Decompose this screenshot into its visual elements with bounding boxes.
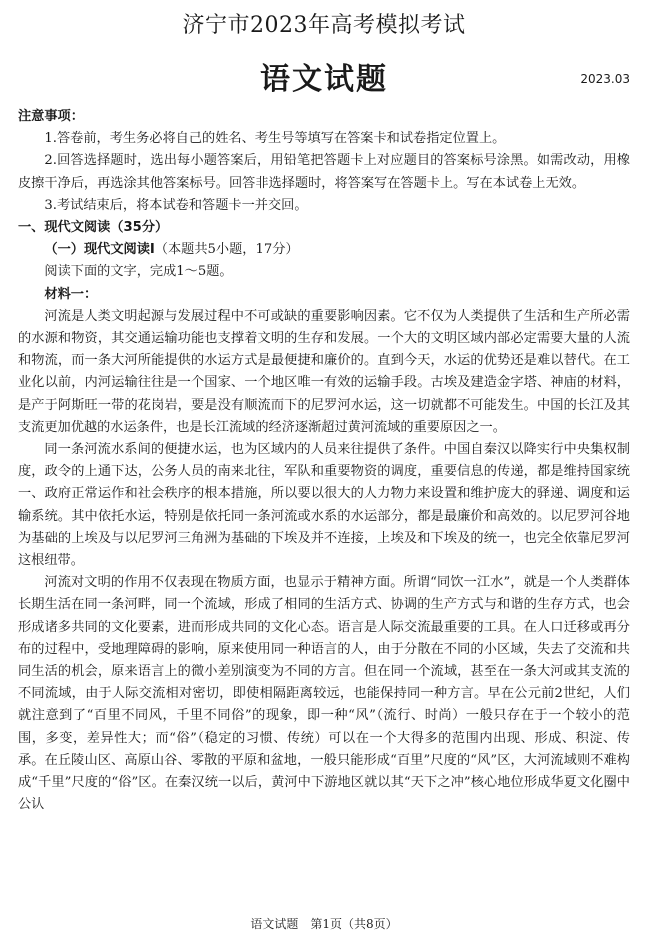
subsection-heading-bold: （一）现代文阅读Ⅰ [44, 242, 155, 258]
subject-title: 语文试题 [260, 62, 388, 97]
subsection-heading [18, 239, 630, 261]
notice-item-2: 2.回答选择题时，选出每小题答案后，用铅笔把答题卡上对应题目的答案标号涂黑。如需改动，用橡皮擦干净后，再选涂其他答案标号。回答非选择题时，将答案写在答题卡上。写在本试卷上无效。 [18, 153, 630, 191]
material-label: 材料一： [44, 286, 98, 302]
notice-item-3: 3.考试结束后，将本试卷和答题卡一并交回。 [44, 197, 308, 213]
exam-title: 济宁市2023年高考模拟考试 [182, 13, 466, 38]
exam-date: 2023.03 [580, 72, 630, 86]
subsection-heading-rest: （本题共5小题，17分） [154, 242, 299, 258]
exam-content [18, 106, 630, 817]
passage-paragraph-3: 河流对文明的作用不仅表现在物质方面，也显示于精神方面。所谓“同饮一江水”，就是一个人类群体长期生活在同一条河畔，同一个流域，形成了相同的生活方式、协调的生产方式与和谐的生存方式，也会形成诸多共同的文化要素，进而形成共同的文化心态。语言是人际交流最重要的工具。在人口迁移或再分布的过程中，受地理障碍的影响，原来使用同一种语言的人，由于分散在不同的小区域，失去了交流和共同生活的机会，原来语言上的微小差别演变为不同的方言。但在同一个流域，甚至在一条大河或其支流的不同流域，由于人际交流相对密切，即使相隔距离较远，也能保持同一种方言。早在公元前2世纪，人们就注意到了“百里不同风，千里不同俗”的现象，即一种“风”（流行、时尚）一般只存在于一个较小的范围，多变，差异性大；而“俗”（稳定的习惯、传统）可以在一个大得多的范围内出现、形成、积淀、传承。在丘陵山区、高原山谷、零散的平原和盆地，一般只能形成“百里”尺度的“风”区，大河流域则不难构成“千里”尺度的“俗”区。在秦汉统一以后，黄河中下游地区就以其“天下之冲”核心地位形成华夏文化圈中公认 [18, 575, 630, 813]
passage-paragraph-2: 同一条河流水系间的便捷水运，也为区域内的人员来往提供了条件。中国自秦汉以降实行中央集权制度，政令的上通下达，公务人员的南来北往，军队和重要物资的调度，重要信息的传递，都是维持国家统一、政府正常运作和社会秩序的根本措施，所以要以很大的人力物力来设置和维护庞大的驿递、调度和运输系统。其中依托水运，特别是依托同一条河流或水系的水运部分，都是最廉价和高效的。以尼罗河谷地为基础的上埃及与以尼罗河三角洲为基础的下埃及并不连接，上埃及和下埃及的统一，也完全依靠尼罗河这根纽带。 [18, 442, 630, 569]
reading-instruction: 阅读下面的文字，完成1～5题。 [44, 264, 233, 280]
page-footer: 语文试题 第1页（共8页） [250, 917, 398, 931]
section-heading: 一、现代文阅读（35分） [18, 220, 169, 236]
notice-heading: 注意事项： [18, 109, 84, 124]
passage-paragraph-1: 河流是人类文明起源与发展过程中不可或缺的重要影响因素。它不仅为人类提供了生活和生产所必需的水源和物资，其交通运输功能也支撑着文明的生存和发展。一个大的文明区域内部必定需要大量的人流和物流，而一条大河所能提供的水运方式是最便捷和廉价的。直到今天，水运的优势还是难以替代。在工业化以前，内河运输往往是一个国家、一个地区唯一有效的运输手段。古埃及建造金字塔、神庙的材料，是产于阿斯旺一带的花岗岩，要是没有顺流而下的尼罗河水运，这一切就都不可能发生。中国的长江及其支流更加优越的水运条件，也是长江流域的经济逐渐超过黄河流域的重要原因之一。 [18, 308, 630, 435]
notice-item-1: 1.答卷前，考生务必将自己的姓名、考生号等填写在答案卡和试卷指定位置上。 [44, 131, 506, 147]
